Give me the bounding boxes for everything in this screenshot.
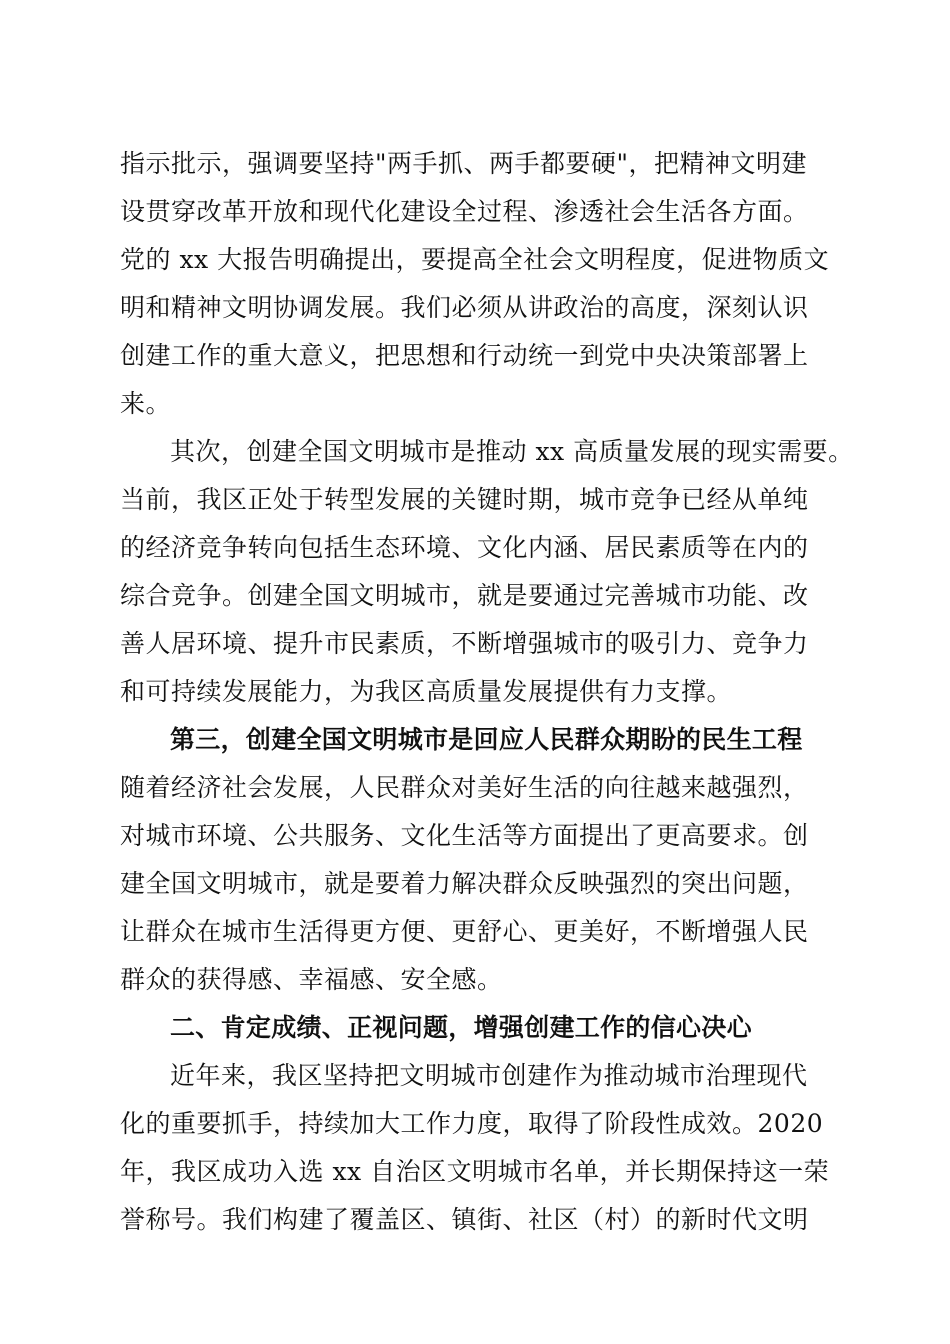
text-line: 党的 xx 大报告明确提出，要提高全社会文明程度，促进物质文 — [120, 245, 830, 274]
text-line: 近年来，我区坚持把文明城市创建作为推动城市治理现代 — [170, 1061, 808, 1090]
text-line: 指示批示，强调要坚持"两手抓、两手都要硬"，把精神文明建 — [120, 149, 808, 178]
text-line: 当前，我区正处于转型发展的关键时期，城市竞争已经从单纯 — [120, 485, 809, 514]
document-body — [120, 140, 854, 1244]
text-line: 年，我区成功入选 xx 自治区文明城市名单，并长期保持这一荣 — [120, 1157, 830, 1186]
text-line: 和可持续发展能力，为我区高质量发展提供有力支撑。 — [120, 677, 733, 706]
text-line: 明和精神文明协调发展。我们必须从讲政治的高度，深刻认识 — [120, 293, 809, 322]
text-line: 的经济竞争转向包括生态环境、文化内涵、居民素质等在内的 — [120, 533, 809, 562]
text-line: 群众的获得感、幸福感、安全感。 — [120, 965, 503, 994]
text-line: 让群众在城市生活得更方便、更舒心、更美好，不断增强人民 — [120, 917, 809, 946]
text-line: 来。 — [120, 389, 172, 418]
text-line: 其次，创建全国文明城市是推动 xx 高质量发展的现实需要。 — [170, 437, 854, 466]
text-line: 誉称号。我们构建了覆盖区、镇街、社区（村）的新时代文明 — [120, 1205, 809, 1234]
text-line: 设贯穿改革开放和现代化建设全过程、渗透社会生活各方面。 — [120, 197, 809, 226]
section-heading: 二、肯定成绩、正视问题，增强创建工作的信心决心 — [170, 1013, 752, 1042]
text-line: 创建工作的重大意义，把思想和行动统一到党中央决策部署上 — [120, 341, 809, 370]
text-line: 对城市环境、公共服务、文化生活等方面提出了更高要求。创 — [120, 821, 809, 850]
text-line: 随着经济社会发展，人民群众对美好生活的向往越来越强烈， — [120, 773, 809, 802]
paragraph-2 — [120, 428, 854, 716]
paragraph-1 — [120, 140, 830, 428]
text-line: 综合竞争。创建全国文明城市，就是要通过完善城市功能、改 — [120, 581, 809, 610]
paragraph-3 — [120, 716, 830, 1004]
text-line: 善人居环境、提升市民素质，不断增强城市的吸引力、竞争力 — [120, 629, 809, 658]
paragraph-4 — [120, 1052, 830, 1244]
text-line: 建全国文明城市，就是要着力解决群众反映强烈的突出问题， — [120, 869, 809, 898]
text-line: 化的重要抓手，持续加大工作力度，取得了阶段性成效。2020 — [120, 1109, 824, 1138]
paragraph-lead-sentence: 第三，创建全国文明城市是回应人民群众期盼的民生工程 — [170, 725, 803, 754]
